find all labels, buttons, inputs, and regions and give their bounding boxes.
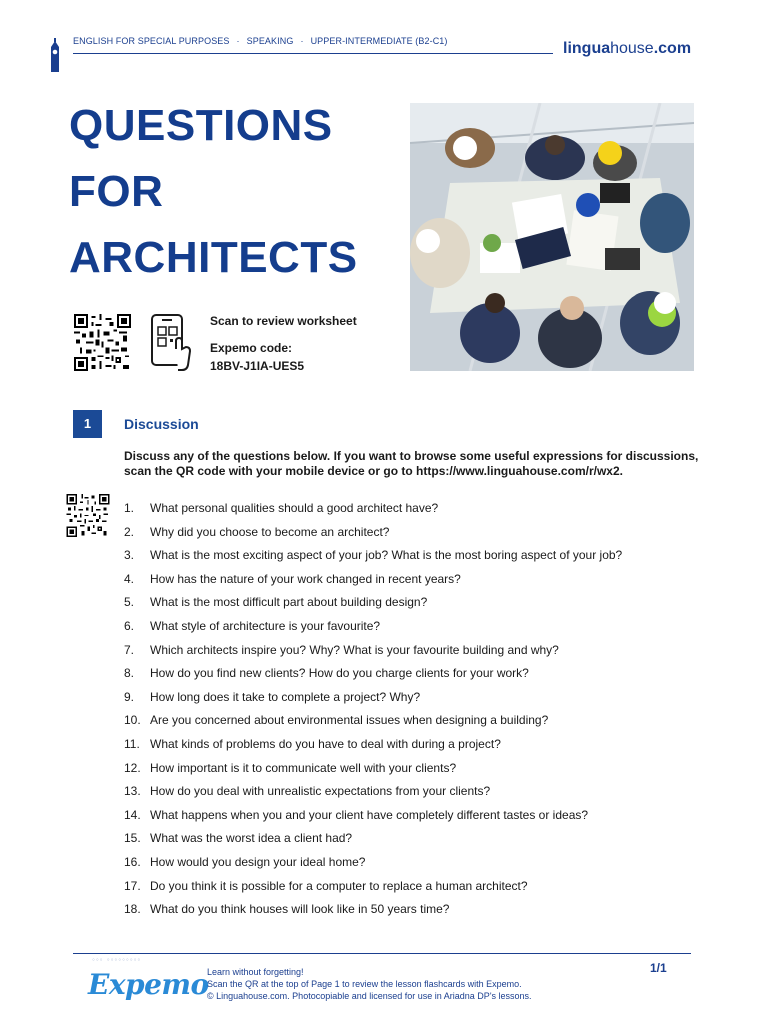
question-item <box>124 524 724 548</box>
title-line: QUESTIONS <box>69 101 333 150</box>
question-number: 14. <box>124 807 141 822</box>
question-number: 17. <box>124 878 141 893</box>
question-text: How do you find new clients? How do you charge clients for your work? <box>150 666 529 681</box>
question-number: 1. <box>124 501 135 515</box>
question-item <box>124 500 724 524</box>
question-number: 8. <box>124 666 135 681</box>
question-text: How has the nature of your work changed in recent years? <box>150 571 461 586</box>
question-item <box>124 642 724 666</box>
question-number: 16. <box>124 854 141 869</box>
question-text: What do you think houses will look like in 50 years time? <box>150 902 450 917</box>
question-text: Which architects inspire you? Why? What is your favourite building and why? <box>150 642 559 657</box>
question-item <box>124 594 724 618</box>
question-text: How important is it to communicate well with your clients? <box>150 760 457 775</box>
question-text: What personal qualities should a good architect have? <box>150 501 439 515</box>
footer-instruction: Scan the QR at the top of Page 1 to review the lesson flashcards with Expemo. <box>207 979 522 989</box>
question-number: 6. <box>124 618 135 633</box>
question-item <box>124 689 724 713</box>
qr-code-icon <box>66 494 110 537</box>
question-number: 2. <box>124 524 135 539</box>
footer-copyright: © Linguahouse.com. Photocopiable and licensed for use in Ariadna DP's lessons. <box>207 991 532 1001</box>
question-text: What kinds of problems do you have to deal with during a project? <box>150 736 501 751</box>
architects-meeting-photo <box>410 103 694 371</box>
question-item <box>124 547 724 571</box>
question-item <box>124 830 724 854</box>
breadcrumb <box>73 36 448 46</box>
expemo-info <box>210 312 357 384</box>
breadcrumb-item: UPPER-INTERMEDIATE (B2-C1) <box>310 36 448 46</box>
section-instructions: Discuss any of the questions below. If you want to browse some useful expressions for discussions, scan the QR code with your mobile device or go to https://www.linguahouse.com/r/wx2. <box>124 449 699 478</box>
question-number: 4. <box>124 571 135 586</box>
question-item <box>124 665 724 689</box>
question-text: What is the most exciting aspect of your job? What is the most boring aspect of your job? <box>150 548 623 563</box>
footer-tagline: Learn without forgetting! <box>207 967 304 977</box>
question-text: Why did you choose to become an architect? <box>150 524 390 539</box>
footer-watermark: ◦◦◦ ◦◦◦◦◦◦◦◦◦ <box>92 955 142 964</box>
brand-logo <box>563 40 691 58</box>
page-title <box>69 93 399 291</box>
title-line: ARCHITECTS <box>69 233 358 282</box>
question-item <box>124 807 724 831</box>
question-number: 10. <box>124 713 141 728</box>
question-number: 15. <box>124 831 141 846</box>
section-number-badge: 1 <box>73 410 102 438</box>
question-item <box>124 783 724 807</box>
question-number: 5. <box>124 595 135 610</box>
scan-label: Scan to review worksheet <box>210 314 357 328</box>
breadcrumb-separator: · <box>236 36 240 46</box>
question-number: 9. <box>124 689 135 704</box>
question-number: 13. <box>124 784 141 799</box>
question-number: 11. <box>124 736 140 751</box>
footer-divider <box>73 953 691 954</box>
question-number: 7. <box>124 642 135 657</box>
question-text: What was the worst idea a client had? <box>150 831 353 846</box>
breadcrumb-item: ENGLISH FOR SPECIAL PURPOSES <box>73 36 230 46</box>
breadcrumb-separator: · <box>300 36 304 46</box>
expemo-code: 18BV-J1IA-UES5 <box>210 359 305 373</box>
brand-suffix: .com <box>653 40 692 57</box>
question-number: 12. <box>124 760 141 775</box>
footer-notice <box>207 966 532 1002</box>
question-text: How long does it take to complete a project? Why? <box>150 689 421 704</box>
question-item <box>124 760 724 784</box>
page-number: 1/1 <box>650 961 667 975</box>
expemo-code-label: Expemo code: <box>210 341 293 355</box>
question-item <box>124 712 724 736</box>
qr-code-icon <box>73 314 132 371</box>
big-ben-icon <box>48 38 62 72</box>
question-text: What is the most difficult part about building design? <box>150 595 428 610</box>
question-text: How would you design your ideal home? <box>150 854 366 869</box>
question-text: Do you think it is possible for a computer to replace a human architect? <box>150 878 528 893</box>
section-title: Discussion <box>124 416 199 432</box>
brand-name-light: house <box>610 40 654 57</box>
question-item <box>124 854 724 878</box>
brand-name-bold: lingua <box>563 40 611 57</box>
title-line: FOR <box>69 167 164 216</box>
phone-scan-icon <box>150 313 192 373</box>
breadcrumb-item: SPEAKING <box>246 36 294 46</box>
question-item <box>124 618 724 642</box>
question-number: 3. <box>124 548 135 563</box>
expemo-logo: Expemo <box>88 968 209 1001</box>
question-text: How do you deal with unrealistic expectations from your clients? <box>150 784 491 799</box>
question-number: 18. <box>124 902 141 917</box>
discussion-questions <box>124 500 724 925</box>
question-text: What happens when you and your client have completely different tastes or ideas? <box>150 807 589 822</box>
question-text: Are you concerned about environmental issues when designing a building? <box>150 713 549 728</box>
header-divider <box>73 53 553 54</box>
question-text: What style of architecture is your favourite? <box>150 618 381 633</box>
question-item <box>124 901 724 925</box>
question-item <box>124 878 724 902</box>
question-item <box>124 571 724 595</box>
question-item <box>124 736 724 760</box>
